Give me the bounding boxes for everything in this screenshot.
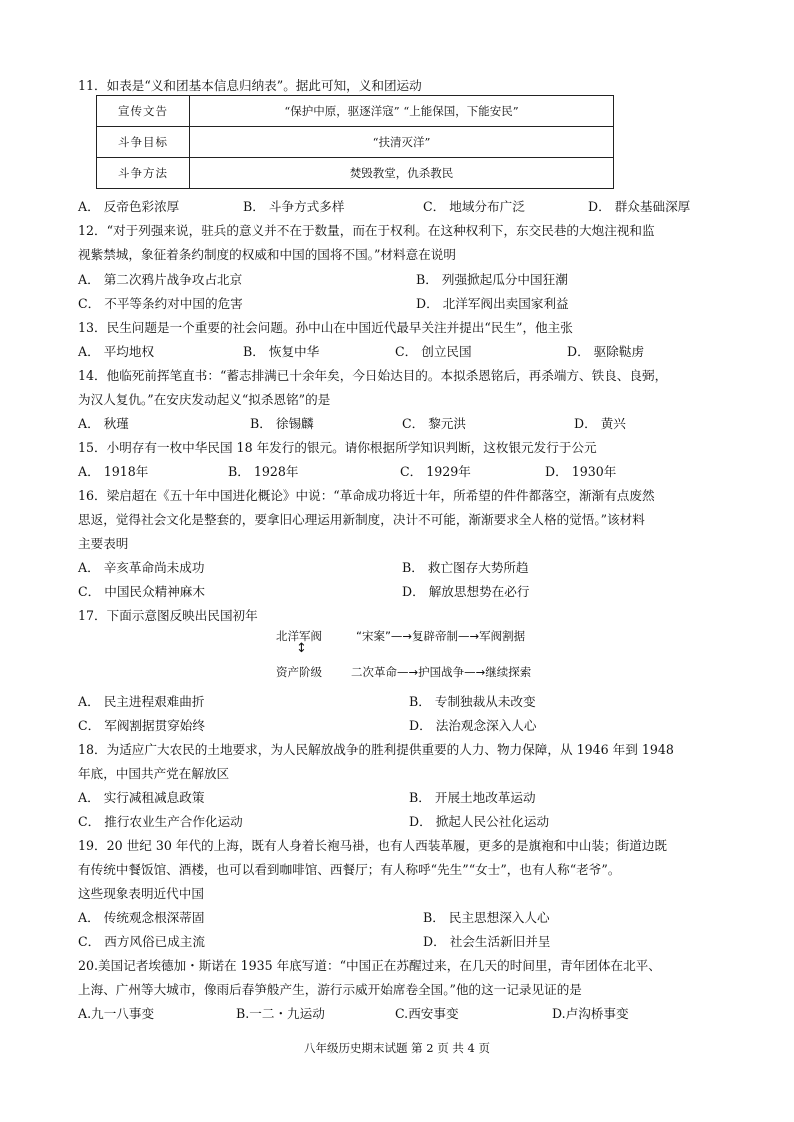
q14-option-c[interactable]: C． 黎元洪 [402,416,467,431]
q13-option-c[interactable]: C． 创立民国 [395,344,472,359]
q16-stem-line3: 主要表明 [78,536,129,551]
diagram-top-chain: “宋案”—→复辟帝制—→军阀割据 [356,629,526,643]
diagram-bottom-left: 资产阶级 [276,665,322,679]
table-key: 宣传文告 [97,96,190,127]
q18-option-d[interactable]: D． 掀起人民公社化运动 [409,814,550,829]
q13-option-d[interactable]: D． 驱除鞑虏 [567,344,645,359]
q11-table [96,95,614,189]
q20-stem-line1: 20.美国记者埃德加・斯诺在 1935 年底写道：“中国正在苏醒过来，在几天的时间里，青年团体在北平、 [78,958,661,973]
q15-option-c[interactable]: C． 1929年 [400,464,471,479]
q15-stem: 15．小明存有一枚中华民国 18 年发行的银元。请你根据所学知识判断，这枚银元发行于公元 [78,440,597,455]
diagram-bottom-chain: 二次革命—→护国战争—→继续探索 [351,665,532,679]
q14-stem-line2: 为汉人复仇。”在安庆发动起义“拟杀恩铭”的是 [78,392,331,407]
q11-option-c[interactable]: C． 地域分布广泛 [423,199,525,214]
q19-stem-line1: 19．20 世纪 30 年代的上海，既有人身着长袍马褂，也有人西装革履，更多的是旗袍和中山装；街道边既 [78,838,668,853]
table-row [97,96,614,127]
table-key: 斗争目标 [97,127,190,158]
q16-stem-line1: 16．梁启超在《五十年中国进化概论》中说：“革命成功将近十年，所希望的件件都落空，渐渐有点废然 [78,488,655,503]
q16-option-d[interactable]: D． 解放思想势在必行 [402,584,530,599]
q18-stem-line2: 年底，中国共产党在解放区 [78,766,230,781]
q20-option-c[interactable]: C.西安事变 [395,1006,459,1021]
q16-stem-line2: 思返，觉得社会文化是整套的，要拿旧心理运用新制度，决计不可能，渐渐要求全人格的觉悟。”该材料 [78,512,645,527]
q14-stem-line1: 14．他临死前挥笔直书：“蓄志排满已十余年矣，今日始达目的。本拟杀恩铭后，再杀端方、铁良、良弼， [78,368,668,383]
q15-option-b[interactable]: B． 1928年 [228,464,299,479]
q15-option-a[interactable]: A． 1918年 [78,464,149,479]
q16-option-b[interactable]: B． 救亡图存大势所趋 [402,560,529,575]
q12-option-c[interactable]: C． 不平等条约对中国的危害 [78,296,243,311]
q14-option-a[interactable]: A． 秋瑾 [78,416,129,431]
table-key: 斗争方法 [97,158,190,189]
diagram-top-left: 北洋军阀 [276,629,322,643]
q19-stem-line3: 这些现象表明近代中国 [78,886,204,901]
q17-diagram [268,626,568,682]
q20-option-d[interactable]: D.卢沟桥事变 [552,1006,629,1021]
q11-option-d[interactable]: D． 群众基础深厚 [588,199,691,214]
q19-option-d[interactable]: D． 社会生活新旧并呈 [423,934,551,949]
double-arrow-icon: ↕ [296,641,307,656]
q18-stem-line1: 18．为适应广大农民的土地要求，为人民解放战争的胜利提供重要的人力、物力保障，从 1946 年到 1948 [78,742,674,757]
q20-stem-line2: 上海、广州等大城市，像雨后春笋般产生，游行示威开始席卷全国。”他的这一记录见证的是 [78,982,582,997]
q14-option-b[interactable]: B． 徐锡麟 [250,416,314,431]
q13-option-b[interactable]: B． 恢复中华 [243,344,320,359]
q18-option-a[interactable]: A． 实行减租减息政策 [78,790,205,805]
q17-stem: 17．下面示意图反映出民国初年 [78,608,258,623]
q20-option-a[interactable]: A.九一八事变 [78,1006,155,1021]
table-row [97,158,614,189]
table-row [97,127,614,158]
q15-option-d[interactable]: D． 1930年 [545,464,617,479]
q19-option-b[interactable]: B． 民主思想深入人心 [423,910,550,925]
q17-option-a[interactable]: A． 民主进程艰难曲折 [78,694,205,709]
page-footer: 八年级历史期末试题 第 2 页 共 4 页 [303,1041,491,1055]
q12-option-a[interactable]: A． 第二次鸦片战争攻占北京 [78,272,243,287]
q19-stem-line2: 有传统中餐饭馆、酒楼，也可以看到咖啡馆、西餐厅；有人称呼“先生”“女士”，也有人称“老爷”。 [78,862,621,877]
q14-option-d[interactable]: D． 黄兴 [574,416,626,431]
q12-option-b[interactable]: B． 列强掀起瓜分中国狂潮 [416,272,568,287]
q19-option-c[interactable]: C． 西方风俗已成主流 [78,934,205,949]
table-value: 焚毁教堂，仇杀教民 [190,158,614,189]
q13-stem: 13．民生问题是一个重要的社会问题。孙中山在中国近代最早关注并提出“民生”，他主张 [78,320,573,335]
q20-option-b[interactable]: B.一二・九运动 [236,1006,325,1021]
q18-option-b[interactable]: B． 开展土地改革运动 [409,790,536,805]
q19-option-a[interactable]: A． 传统观念根深蒂固 [78,910,205,925]
q11-option-a[interactable]: A． 反帝色彩浓厚 [78,199,180,214]
table-value: “扶清灭洋” [190,127,614,158]
q12-stem-line2: 视紫禁城，象征着条约制度的权威和中国的国将不国。”材料意在说明 [78,247,456,262]
q13-option-a[interactable]: A． 平均地权 [78,344,155,359]
q17-option-b[interactable]: B． 专制独裁从未改变 [409,694,536,709]
q11-option-b[interactable]: B． 斗争方式多样 [243,199,345,214]
q17-option-d[interactable]: D． 法治观念深入人心 [409,718,537,733]
q12-option-d[interactable]: D． 北洋军阀出卖国家利益 [416,296,569,311]
q12-stem-line1: 12．“对于列强来说，驻兵的意义并不在于数量，而在于权利。在这种权利下，东交民巷的大炮注视和监 [78,223,655,238]
table-value: “保护中原，驱逐洋寇” “上能保国，下能安民” [190,96,614,127]
q17-option-c[interactable]: C． 军阀割据贯穿始终 [78,718,205,733]
q11-stem: 11．如表是“义和团基本信息归纳表”。据此可知，义和团运动 [78,78,422,93]
q18-option-c[interactable]: C． 推行农业生产合作化运动 [78,814,243,829]
q16-option-c[interactable]: C． 中国民众精神麻木 [78,584,205,599]
q16-option-a[interactable]: A． 辛亥革命尚未成功 [78,560,205,575]
